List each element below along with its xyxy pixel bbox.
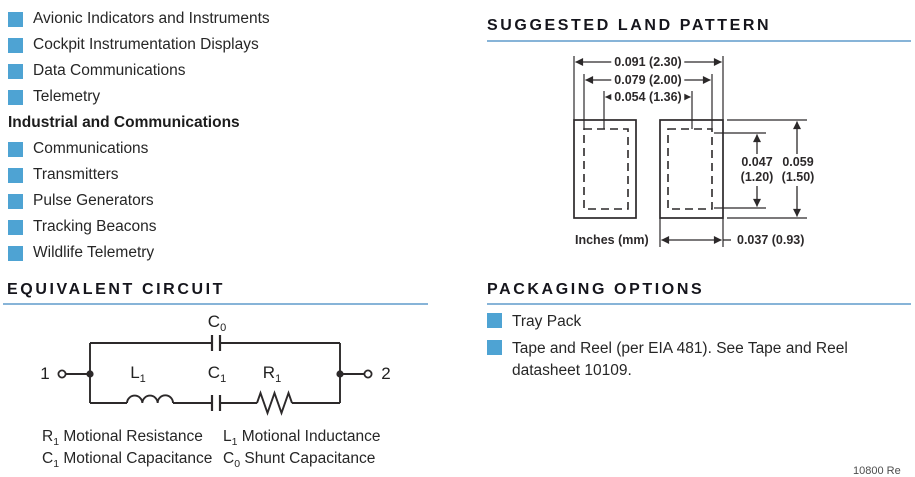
legend-l1-sym: L xyxy=(223,428,232,445)
list-item xyxy=(8,136,270,162)
list-item xyxy=(8,58,270,84)
legend-c0 xyxy=(223,450,375,470)
legend-r1-sub: 1 xyxy=(53,436,60,448)
list-item-label: Wildlife Telemetry xyxy=(33,244,155,261)
list-item-label: Transmitters xyxy=(33,166,119,183)
legend-l1-sub: 1 xyxy=(231,436,238,448)
dim-width-mid: 0.079 (2.00) xyxy=(611,73,684,87)
bullet-square-icon xyxy=(487,340,502,355)
legend-c0-sub: 0 xyxy=(234,458,241,470)
list-item xyxy=(8,6,270,32)
section-rule xyxy=(3,303,428,305)
legend-l1-text: Motional Inductance xyxy=(237,428,381,445)
terminal-1-label: 1 xyxy=(40,364,50,383)
resistor-r1-symbol xyxy=(257,393,292,413)
c1-subscript: 1 xyxy=(220,373,227,385)
terminal-1-node xyxy=(58,370,65,377)
equivalent-circuit-figure xyxy=(0,312,430,427)
terminal-2-label: 2 xyxy=(381,364,391,383)
bullet-square-icon xyxy=(8,220,23,235)
junction-dot xyxy=(86,370,93,377)
legend-c1 xyxy=(42,450,212,470)
r1-symbol-text: R xyxy=(262,363,276,382)
l1-symbol-text: L xyxy=(130,363,140,382)
r1-label xyxy=(263,363,281,385)
legend-r1 xyxy=(42,428,203,448)
legend-c0-sym: C xyxy=(223,450,235,467)
list-subheading: Industrial and Communications xyxy=(8,114,240,131)
land-pattern-heading: SUGGESTED LAND PATTERN xyxy=(487,17,772,34)
list-item-label: Tracking Beacons xyxy=(33,218,157,235)
dim-width-inner: 0.054 (1.36) xyxy=(611,90,684,104)
r1-subscript: 1 xyxy=(275,373,282,385)
units-label: Inches (mm) xyxy=(575,233,649,247)
legend-l1 xyxy=(223,428,381,448)
c0-symbol-text: C xyxy=(207,312,221,331)
terminal-2-node xyxy=(364,370,371,377)
c1-symbol-text: C xyxy=(207,363,221,382)
legend-c1-sym: C xyxy=(42,450,54,467)
list-item xyxy=(487,338,911,382)
legend-r1-sym: R xyxy=(42,428,54,445)
bullet-square-icon xyxy=(8,246,23,261)
dim-height-outer-mm: (1.50) xyxy=(781,170,815,184)
legend-c1-sub: 1 xyxy=(53,458,60,470)
list-item-label: Avionic Indicators and Instruments xyxy=(33,10,270,27)
bullet-square-icon xyxy=(8,194,23,209)
list-item xyxy=(8,162,270,188)
list-item-label: Pulse Generators xyxy=(33,192,154,209)
doc-number: 10800 Re xyxy=(853,465,901,477)
l1-label xyxy=(130,363,146,385)
list-item xyxy=(487,311,911,333)
right-pad xyxy=(660,120,723,218)
list-item-label: Data Communications xyxy=(33,62,186,79)
list-item xyxy=(8,214,270,240)
legend-c0-text: Shunt Capacitance xyxy=(240,450,376,467)
list-item-label: Cockpit Instrumentation Displays xyxy=(33,36,259,53)
dim-height-inner xyxy=(738,154,777,186)
bullet-square-icon xyxy=(487,313,502,328)
c1-label xyxy=(208,363,226,385)
equivalent-circuit-heading: EQUIVALENT CIRCUIT xyxy=(7,281,226,298)
dim-height-inner-mm: (1.20) xyxy=(740,170,774,184)
c0-label xyxy=(208,312,226,334)
dim-width-outer: 0.091 (2.30) xyxy=(611,55,684,69)
junction-dot xyxy=(336,370,343,377)
l1-subscript: 1 xyxy=(139,373,146,385)
list-item-label: Tape and Reel (per EIA 481). See Tape and Reel datasheet 10109. xyxy=(512,340,848,379)
left-pad-dashed-outline xyxy=(584,129,628,209)
list-item-label: Communications xyxy=(33,140,149,157)
section-rule xyxy=(487,303,911,305)
bullet-square-icon xyxy=(8,90,23,105)
list-item xyxy=(8,188,270,214)
list-item-label: Telemetry xyxy=(33,88,101,105)
land-pattern-figure xyxy=(487,40,911,255)
capacitor-c1-symbol xyxy=(212,395,220,411)
list-item xyxy=(8,240,270,266)
inductor-l1-symbol xyxy=(127,395,173,403)
bullet-square-icon xyxy=(8,12,23,27)
list-item xyxy=(8,32,270,58)
list-item-label: Tray Pack xyxy=(512,313,582,330)
bullet-square-icon xyxy=(8,142,23,157)
dim-height-inner-in: 0.047 xyxy=(741,155,773,169)
land-pattern-drawing xyxy=(487,40,911,255)
c0-subscript: 0 xyxy=(220,322,227,334)
list-item xyxy=(8,84,270,110)
packaging-list xyxy=(487,311,911,387)
dimension-lines xyxy=(576,62,798,240)
dim-height-outer xyxy=(779,154,818,186)
bullet-square-icon xyxy=(8,64,23,79)
bullet-square-icon xyxy=(8,168,23,183)
capacitor-c0-symbol xyxy=(212,335,220,351)
legend-r1-text: Motional Resistance xyxy=(59,428,203,445)
dim-pad-width: 0.037 (0.93) xyxy=(734,233,807,247)
right-pad-dashed-outline xyxy=(668,129,712,209)
bullet-square-icon xyxy=(8,38,23,53)
packaging-heading: PACKAGING OPTIONS xyxy=(487,281,705,298)
dim-height-outer-in: 0.059 xyxy=(782,155,814,169)
applications-list xyxy=(8,6,270,266)
legend-c1-text: Motional Capacitance xyxy=(59,450,213,467)
